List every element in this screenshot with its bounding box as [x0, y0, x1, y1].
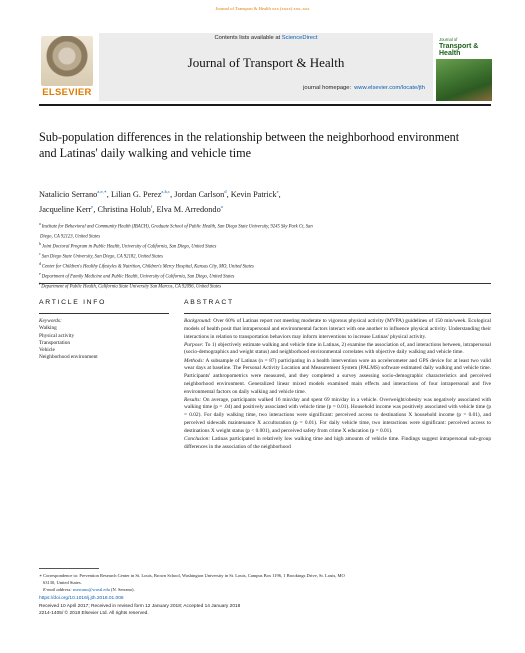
elsevier-tree-icon: [41, 36, 93, 86]
abstract-conclusion: Conclusion: Latinas participated in relatively low walking time and high amounts of vehicle time. Findings suggest intrapersonal sub-group differences in the association of the neighborhood: [184, 435, 491, 450]
sciencedirect-link[interactable]: ScienceDirect: [281, 35, 318, 41]
homepage-label: journal homepage:: [303, 85, 352, 91]
keyword[interactable]: Physical activity: [39, 332, 75, 339]
correspondence-note: ∗ Correspondence to: Prevention Research Center in St. Louis, Brown School, Washington University in St. Louis, Campus Box 1196, 1 Brookings Drive, St. Louis, MO: [39, 573, 345, 578]
keyword[interactable]: Neighborhood environment: [39, 354, 98, 361]
author[interactable]: Kevin Patrick$^e$: [230, 189, 279, 199]
author-list: Natalicio Serrano$^{a,e,∗}$, Lilian G. Perez$^{a,b,c}$, Jordan Carlson$^d$, Kevin Patrick$^e$, Jacqueline Kerr$^e$, Christina Holub$^f$, Elva M. Arredondo$^a$: [39, 189, 281, 214]
journal-cover[interactable]: [436, 33, 492, 101]
journal-title: Journal of Transport & Health: [187, 55, 345, 70]
cover-line1: Journal of: [439, 37, 458, 42]
author[interactable]: Jacqueline Kerr$^e$: [39, 203, 94, 214]
keyword[interactable]: Walking: [39, 325, 57, 332]
correspondence-note-cont: 63130, United States.: [43, 580, 82, 586]
copyright: 2214-1405/ © 2018 Elsevier Ltd. All rights reserved.: [39, 611, 149, 617]
author[interactable]: Jordan Carlson$^d$: [174, 189, 227, 199]
abstract-purpose: Purpose: To 1) objectively estimate walking and vehicle time in Latinas, 2) examine the association of, and interactions between, intrapersonal (socio-demographics and weight status) and neighborhood environmental correlates with objective daily walking and vehicle time.: [184, 341, 491, 356]
publication-info: [39, 595, 491, 618]
masthead: [99, 33, 433, 101]
affiliation: $^c$San Diego State University, San Diego, CA 92182, United States: [39, 251, 163, 260]
email-link[interactable]: nserrano@wustl.edu: [72, 587, 110, 593]
keywords-label: Keywords:: [39, 318, 62, 324]
affiliations: [39, 221, 479, 291]
footnotes: [39, 572, 491, 594]
journal-header: [39, 33, 491, 101]
abstract-rule: [184, 313, 491, 314]
keywords: [39, 318, 169, 362]
article-info-rule: [39, 313, 169, 314]
contents-prefix: Contents lists available at: [214, 35, 282, 41]
keyword[interactable]: Vehicle: [39, 347, 55, 354]
homepage-line: [99, 85, 433, 91]
affiliation: $^d$Center for Children's Healthy Lifestyles & Nutrition, Children's Mercy Hospital, Kansas City, MO, United States: [39, 261, 254, 270]
footnote-rule: [39, 568, 99, 569]
running-head: Journal of Transport & Health xxx (xxxx) xxx–xxx: [215, 6, 310, 11]
abstract-background: Background: Over 60% of Latinas report not meeting moderate to vigorous physical activity (MVPA) guidelines of 150 min/week. Ecological models of health posit that intrapersonal and environmental factors interact with one another to influence physical activity. Understanding their interactions in relation to transportation behaviors may inform interventions to increase Latinas' physical activity.: [184, 318, 491, 340]
doi-link[interactable]: https://doi.org/10.1016/j.jth.2018.01.006: [39, 596, 124, 601]
cover-line2: Transport & Health: [439, 43, 479, 57]
affiliation: $^e$Department of Family Medicine and Public Health, University of California, San Diego, United States: [39, 271, 235, 280]
header-rule: [39, 104, 491, 106]
elsevier-logo[interactable]: [39, 36, 95, 98]
homepage-link[interactable]: www.elsevier.com/locate/jth: [354, 85, 425, 91]
author[interactable]: Christina Holub$^f$: [97, 203, 153, 214]
article-info-heading: ARTICLE INFO: [39, 299, 107, 306]
keyword[interactable]: Transportation: [39, 339, 70, 346]
abstract-heading: ABSTRACT: [184, 299, 234, 306]
abstract-methods: Methods: A subsample of Latinas (n = 87) participating in a health intervention wore an accelerometer and GPS device for at least two valid wear days at baseline. The Personal Activity Location and Measurement System (PALMS) software estimated daily walking and vehicle time. Participants' anthropometrics were measured, and they completed a survey assessing socio-demographic characteristics and perceived neighborhood environment. Generalized linear mixed models examined main effects and interactions of four intrapersonal and five environmental factors on daily walking and vehicle time.: [184, 357, 491, 395]
abstract-body: [184, 318, 491, 452]
publisher-name: ELSEVIER: [42, 87, 92, 98]
affiliations-rule: [39, 283, 491, 284]
author[interactable]: Elva M. Arredondo$^a$: [156, 203, 223, 214]
affiliation: $^a$Institute for Behavioral and Community Health (IBACH), Graduate School of Public Health, San Diego State University, 9245 Sky Park Ct, San: [39, 222, 313, 230]
author[interactable]: Lilian G. Perez$^{a,b,c}$: [110, 189, 171, 199]
affiliation: Diego, CA 92123, United States: [40, 234, 101, 240]
author[interactable]: Natalicio Serrano$^{a,e,∗}$: [39, 189, 107, 199]
abstract-results: Results: On average, participants walked 16 min/day and spent 69 min/day in a vehicle. Overweight/obesity was negatively associated with walking time (p = .04) and positively associated with vehicle time (p = 0.01). Household income was positively associated with vehicle time (p = 0.02). For daily walking time, two interactions were significant: perceived access to destinations X household income (p = 0.01), and perceived sidewalk maintenance X acculturation (p = 0.01). For daily vehicle time, two interactions were significant: perceived access to destinations X weight status (p < 0.001), and perceived safety from crime X education (p = 0.01).: [184, 396, 491, 434]
affiliation: Department of Public Health, California State University San Marcos, CA 92096, United States: [41, 284, 222, 290]
affiliation: $^b$Joint Doctoral Program in Public Health, University of California, San Diego, United States: [39, 241, 217, 250]
received-dates: Received 10 April 2017; Received in revised form 12 January 2018; Accepted 14 January 2018: [39, 603, 241, 609]
email-line: E-mail address: nserrano@wustl.edu (N. Serrano).: [43, 587, 135, 593]
cover-photo: [436, 59, 492, 101]
article-title: Sub-population differences in the relationship between the neighborhood environment and Latinas' daily walking and vehicle time: [39, 130, 460, 160]
contents-line: [99, 35, 433, 41]
